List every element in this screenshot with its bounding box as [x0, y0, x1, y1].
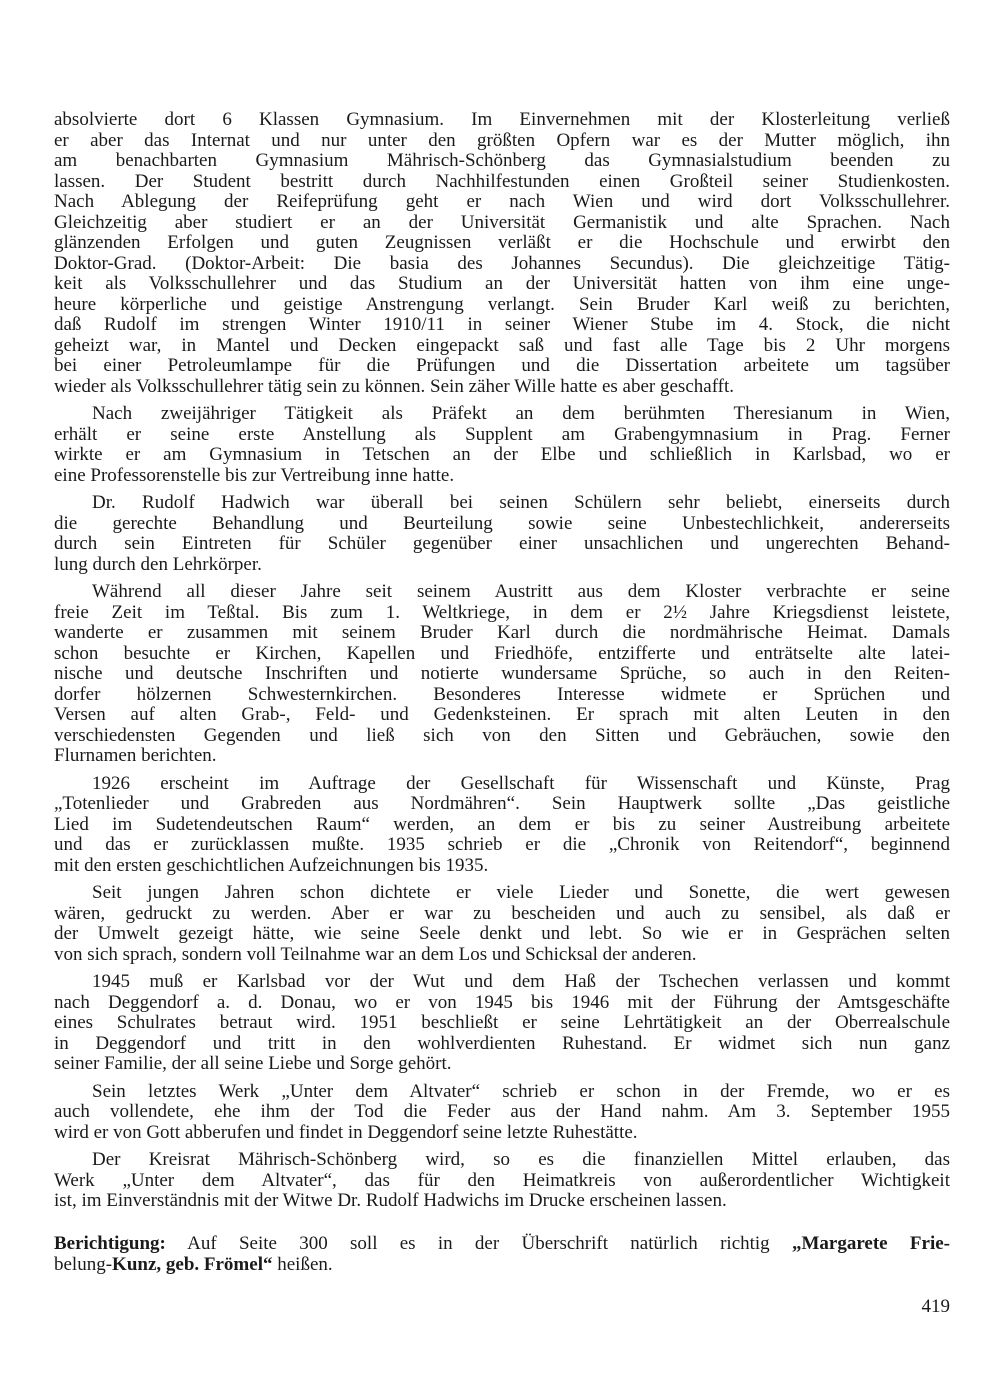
paragraph: [54, 493, 950, 575]
text-line: lassen. Der Student bestritt durch Nachhilfestunden einen Großteil seiner Studienkosten.: [54, 170, 950, 192]
text-line: Gleichzeitig aber studiert er an der Universität Germanistik und alte Sprachen. Nach: [54, 211, 950, 233]
document-page: [54, 110, 950, 1219]
text-line: keit als Volksschullehrer und das Studium an der Universität hatten von ihm eine unge-: [54, 273, 950, 294]
text-line: und das er zurücklassen mußte. 1935 schrieb er die „Chronik von Reitendorf“, beginnend: [54, 834, 950, 855]
text-line: durch sein Eintreten für Schüler gegenüber einer unsachlichen und ungerechten Behand-: [54, 533, 950, 554]
text-line: wären, gedruckt zu werden. Aber er war zu bescheiden und auch zu sensibel, als daß er: [54, 902, 950, 924]
correction-label: Berichtigung:: [54, 1233, 166, 1254]
text-line: der Umwelt gezeigt hätte, wie seine Seele denkt und lebt. So wie er in Gesprächen selten: [54, 923, 950, 944]
page-number: 419: [921, 1296, 950, 1317]
text-line: ist, im Einverständnis mit der Witwe Dr. Rudolf Hadwichs im Drucke erscheinen lassen.: [54, 1190, 727, 1211]
text-line: auch vollendete, ehe ihm der Tod die Feder aus der Hand nahm. Am 3. September 1955: [54, 1101, 950, 1122]
paragraph: [54, 1082, 950, 1144]
text-line: Nach zweijähriger Tätigkeit als Präfekt an dem berühmten Theresianum in Wien,: [92, 403, 950, 424]
text-line: wird er von Gott abberufen und findet in Deggendorf seine letzte Ruhestätte.: [54, 1121, 638, 1143]
correction-name-part1: „Margarete Frie-: [791, 1233, 950, 1254]
correction-name-part2: Kunz, geb. Frömel“: [112, 1253, 273, 1275]
correction-note: [54, 1234, 950, 1275]
text-line: schon besuchte er Kirchen, Kapellen und Friedhöfe, entzifferte und enträtselte alte latei-: [54, 642, 950, 664]
text-line: absolvierte dort 6 Klassen Gymnasium. Im Einvernehmen mit der Klosterleitung verließ: [54, 109, 950, 130]
text-line: dorfer hölzernen Schwesternkirchen. Besonderes Interesse widmete er Sprüchen und: [54, 683, 950, 705]
text-line: wieder als Volksschullehrer tätig sein zu können. Sein zäher Wille hatte es aber geschafft.: [54, 375, 735, 397]
paragraph: [54, 1150, 950, 1212]
text-line: Während all dieser Jahre seit seinem Austritt aus dem Kloster verbrachte er seine: [92, 581, 950, 602]
text-line: freie Zeit im Teßtal. Bis zum 1. Weltkriege, in dem er 2½ Jahre Kriegsdienst leistete,: [54, 601, 950, 623]
text-line: geheizt war, in Mantel und Decken eingepackt saß und fast alle Tage bis 2 Uhr morgens: [54, 334, 950, 356]
text-line: „Totenlieder und Grabreden aus Nordmähren“. Sein Hauptwerk sollte „Das geistliche: [54, 793, 950, 814]
text-line: die gerechte Behandlung und Beurteilung sowie seine Unbestechlichkeit, andererseits: [54, 512, 950, 534]
text-line: Flurnamen berichten.: [54, 745, 217, 766]
paragraph: [54, 774, 950, 877]
correction-suffix: heißen.: [272, 1253, 333, 1275]
text-line: Lied im Sudetendeutschen Raum“ werden, an dem er bis zu seiner Austreibung arbeitete: [54, 813, 950, 835]
correction-text: Auf Seite 300 soll es in der Überschrift natürlich richtig: [165, 1233, 792, 1254]
paragraph: [54, 404, 950, 486]
text-line: am benachbarten Gymnasium Mährisch-Schönberg das Gymnasialstudium beenden zu: [54, 150, 950, 171]
text-line: Sein letztes Werk „Unter dem Altvater“ schrieb er schon in der Fremde, wo er es: [92, 1080, 950, 1102]
text-line: heure körperliche und geistige Anstrengung verlangt. Sein Bruder Karl weiß zu berichten,: [54, 293, 950, 315]
text-line: seiner Familie, der all seine Liebe und Sorge gehört.: [54, 1053, 452, 1074]
text-line: nische und deutsche Inschriften und notierte wundersame Sprüche, so auch in den Reiten-: [54, 663, 950, 684]
text-line: Versen auf alten Grab-, Feld- und Gedenksteinen. Er sprach mit alten Leuten in den: [54, 704, 950, 725]
text-line: 1945 muß er Karlsbad vor der Wut und dem Haß der Tschechen verlassen und kommt: [92, 971, 950, 992]
text-line: 1926 erscheint im Auftrage der Gesellschaft für Wissenschaft und Künste, Prag: [92, 772, 950, 794]
paragraph: [54, 883, 950, 965]
text-line: Doktor-Grad. (Doktor-Arbeit: Die basia des Johannes Secundus). Die gleichzeitige Tätig-: [54, 252, 950, 274]
text-line: daß Rudolf im strengen Winter 1910/11 in seiner Wiener Stube im 4. Stock, die nicht: [54, 314, 950, 335]
paragraph: [54, 110, 950, 397]
text-line: glänzenden Erfolgen und guten Zeugnissen verläßt er die Hochschule und erwirbt den: [54, 232, 950, 253]
text-line: Werk „Unter dem Altvater“, das für den Heimatkreis von außerordentlicher Wichtigkeit: [54, 1169, 950, 1191]
text-line: er aber das Internat und nur unter den größten Opfern war es der Mutter möglich, ihn: [54, 129, 950, 151]
paragraph: [54, 972, 950, 1075]
text-line: Dr. Rudolf Hadwich war überall bei seinen Schülern sehr beliebt, einerseits durch: [92, 492, 950, 513]
paragraph: [54, 582, 950, 767]
text-line: von sich sprach, sondern voll Teilnahme war an dem Los und Schicksal der anderen.: [54, 943, 697, 965]
text-line: nach Deggendorf a. d. Donau, wo er von 1945 bis 1946 mit der Führung der Amtsgeschäfte: [54, 991, 950, 1013]
text-line: eines Schulrates betraut wird. 1951 beschließt er seine Lehrtätigkeit an der Oberrealschule: [54, 1012, 950, 1033]
text-line: wanderte er zusammen mit seinem Bruder Karl durch die nordmährische Heimat. Damals: [54, 622, 950, 643]
text-line: Seit jungen Jahren schon dichtete er viele Lieder und Sonette, die wert gewesen: [92, 882, 950, 903]
text-line: verschiedensten Gegenden und ließ sich von den Sitten und Gebräuchen, sowie den: [54, 724, 950, 746]
text-line: eine Professorenstelle bis zur Vertreibung inne hatte.: [54, 464, 455, 486]
correction-name-prefix: belung-: [54, 1253, 113, 1275]
text-line: bei einer Petroleumlampe für die Prüfungen und die Dissertation arbeitete um tagsüber: [54, 355, 950, 376]
text-line: Nach Ablegung der Reifeprüfung geht er nach Wien und wird dort Volksschullehrer.: [54, 191, 950, 212]
text-line: mit den ersten geschichtlichen Aufzeichnungen bis 1935.: [54, 854, 489, 876]
text-line: in Deggendorf und tritt in den wohlverdienten Ruhestand. Er widmet sich nun ganz: [54, 1032, 950, 1054]
text-line: lung durch den Lehrkörper.: [54, 553, 262, 575]
text-line: wirkte er am Gymnasium in Tetschen an der Elbe und schließlich in Karlsbad, wo er: [54, 444, 950, 465]
text-line: erhält er seine erste Anstellung als Supplent am Grabengymnasium in Prag. Ferner: [54, 423, 950, 445]
text-line: Der Kreisrat Mährisch-Schönberg wird, so es die finanziellen Mittel erlauben, das: [92, 1149, 950, 1170]
